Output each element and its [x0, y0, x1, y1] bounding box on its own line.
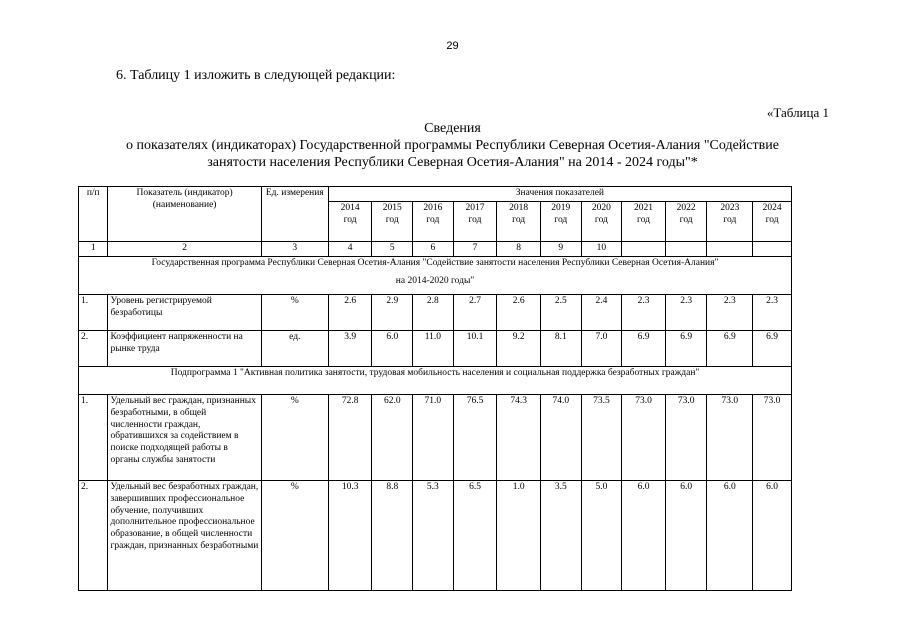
row-value: 6.9 [753, 330, 792, 366]
row-value: 6.0 [753, 480, 792, 590]
row-value: 2.3 [622, 294, 666, 330]
row-unit: % [261, 480, 328, 590]
row-value: 71.0 [413, 394, 454, 480]
row-value: 6.0 [707, 480, 753, 590]
row-value: 6.0 [665, 480, 707, 590]
row-value: 72.8 [328, 394, 372, 480]
row-value: 6.9 [622, 330, 666, 366]
header-year: 2014 год [328, 201, 372, 241]
document-title: Сведения [424, 121, 481, 136]
row-indicator-name: Уровень регистрируемой безработицы [108, 294, 261, 330]
index-cell [753, 241, 792, 256]
header-year: 2020 год [581, 201, 622, 241]
section-program-line-1: Государственная программа Республики Северная Осетия-Алания "Содействие занятости населения Республики Северная Осетия-Алания" [151, 257, 719, 268]
row-value: 8.8 [372, 480, 413, 590]
header-year: 2019 год [540, 201, 581, 241]
row-value: 10.3 [328, 480, 372, 590]
row-value: 2.9 [372, 294, 413, 330]
row-value: 73.0 [665, 394, 707, 480]
row-value: 3.5 [540, 480, 581, 590]
row-value: 2.6 [497, 294, 541, 330]
row-indicator-name: Удельный вес граждан, признанных безработными, в общей численности граждан, обратившихся за содействием в поиске подходящей работы в органы службы занятости [108, 394, 261, 480]
header-num: п/п [79, 187, 108, 242]
row-value: 2.6 [328, 294, 372, 330]
index-cell: 3 [261, 241, 328, 256]
index-cell [665, 241, 707, 256]
row-value: 62.0 [372, 394, 413, 480]
header-year: 2015 год [372, 201, 413, 241]
header-year: 2022 год [665, 201, 707, 241]
row-value: 2.5 [540, 294, 581, 330]
table-row [79, 330, 792, 366]
header-year: 2023 год [707, 201, 753, 241]
row-value: 2.3 [665, 294, 707, 330]
header-unit: Ед. измерения [261, 187, 328, 242]
row-value: 6.5 [453, 480, 497, 590]
row-value: 8.1 [540, 330, 581, 366]
index-cell [707, 241, 753, 256]
header-year: 2017 год [453, 201, 497, 241]
header-year: 2018 год [497, 201, 541, 241]
index-cell: 8 [497, 241, 541, 256]
index-cell: 9 [540, 241, 581, 256]
row-value: 73.0 [753, 394, 792, 480]
row-value: 74.3 [497, 394, 541, 480]
row-unit: % [261, 394, 328, 480]
index-cell: 1 [79, 241, 108, 256]
row-value: 76.5 [453, 394, 497, 480]
header-year: 2016 год [413, 201, 454, 241]
table-row [79, 480, 792, 590]
index-cell: 2 [108, 241, 261, 256]
row-value: 6.9 [665, 330, 707, 366]
document-subtitle-line-1: о показателях (индикаторах) Государственной программы Республики Северная Осетия-Алания "Содействие [126, 138, 779, 153]
row-value: 2.3 [753, 294, 792, 330]
row-unit: % [261, 294, 328, 330]
index-cell: 5 [372, 241, 413, 256]
index-cell: 7 [453, 241, 497, 256]
document-subtitle-line-2: занятости населения Республики Северная Осетия-Алания" на 2014 - 2024 годы"* [207, 155, 698, 170]
indicators-table [78, 186, 792, 591]
row-num: 2. [79, 480, 108, 590]
row-num: 1. [79, 394, 108, 480]
row-value: 73.5 [581, 394, 622, 480]
header-year: 2021 год [622, 201, 666, 241]
row-value: 3.9 [328, 330, 372, 366]
row-value: 5.0 [581, 480, 622, 590]
header-year: 2024 год [753, 201, 792, 241]
row-value: 11.0 [413, 330, 454, 366]
row-value: 1.0 [497, 480, 541, 590]
header-indicator: Показатель (индикатор) (наименование) [108, 187, 261, 242]
index-cell [622, 241, 666, 256]
table-caption: «Таблица 1 [766, 105, 829, 120]
item-heading: 6. Таблицу 1 изложить в следующей редакции: [116, 68, 396, 83]
row-value: 73.0 [622, 394, 666, 480]
row-value: 9.2 [497, 330, 541, 366]
index-cell: 10 [581, 241, 622, 256]
row-value: 2.4 [581, 294, 622, 330]
row-unit: ед. [261, 330, 328, 366]
row-value: 74.0 [540, 394, 581, 480]
row-value: 10.1 [453, 330, 497, 366]
index-cell: 4 [328, 241, 372, 256]
row-value: 5.3 [413, 480, 454, 590]
row-num: 1. [79, 294, 108, 330]
row-value: 2.3 [707, 294, 753, 330]
header-values: Значения показателей [328, 187, 791, 202]
section-program [79, 256, 792, 294]
row-value: 6.9 [707, 330, 753, 366]
section-program-line-2: на 2014-2020 годы" [395, 275, 475, 286]
row-num: 2. [79, 330, 108, 366]
row-value: 2.8 [413, 294, 454, 330]
row-indicator-name: Коэффициент напряженности на рынке труда [108, 330, 261, 366]
row-value: 6.0 [372, 330, 413, 366]
table-row [79, 394, 792, 480]
row-value: 6.0 [622, 480, 666, 590]
row-value: 2.7 [453, 294, 497, 330]
index-cell: 6 [413, 241, 454, 256]
row-value: 7.0 [581, 330, 622, 366]
table-row [79, 294, 792, 330]
row-value: 73.0 [707, 394, 753, 480]
row-indicator-name: Удельный вес безработных граждан, завершивших профессиональное обучение, получивших дополнительное профессиональное образование, в общей численности граждан, признанных безработными [108, 480, 261, 590]
page-number: 29 [446, 40, 459, 52]
section-subprogram: Подпрограмма 1 "Активная политика занятости, трудовая мобильность населения и социальная поддержка безработных граждан" [79, 366, 792, 394]
